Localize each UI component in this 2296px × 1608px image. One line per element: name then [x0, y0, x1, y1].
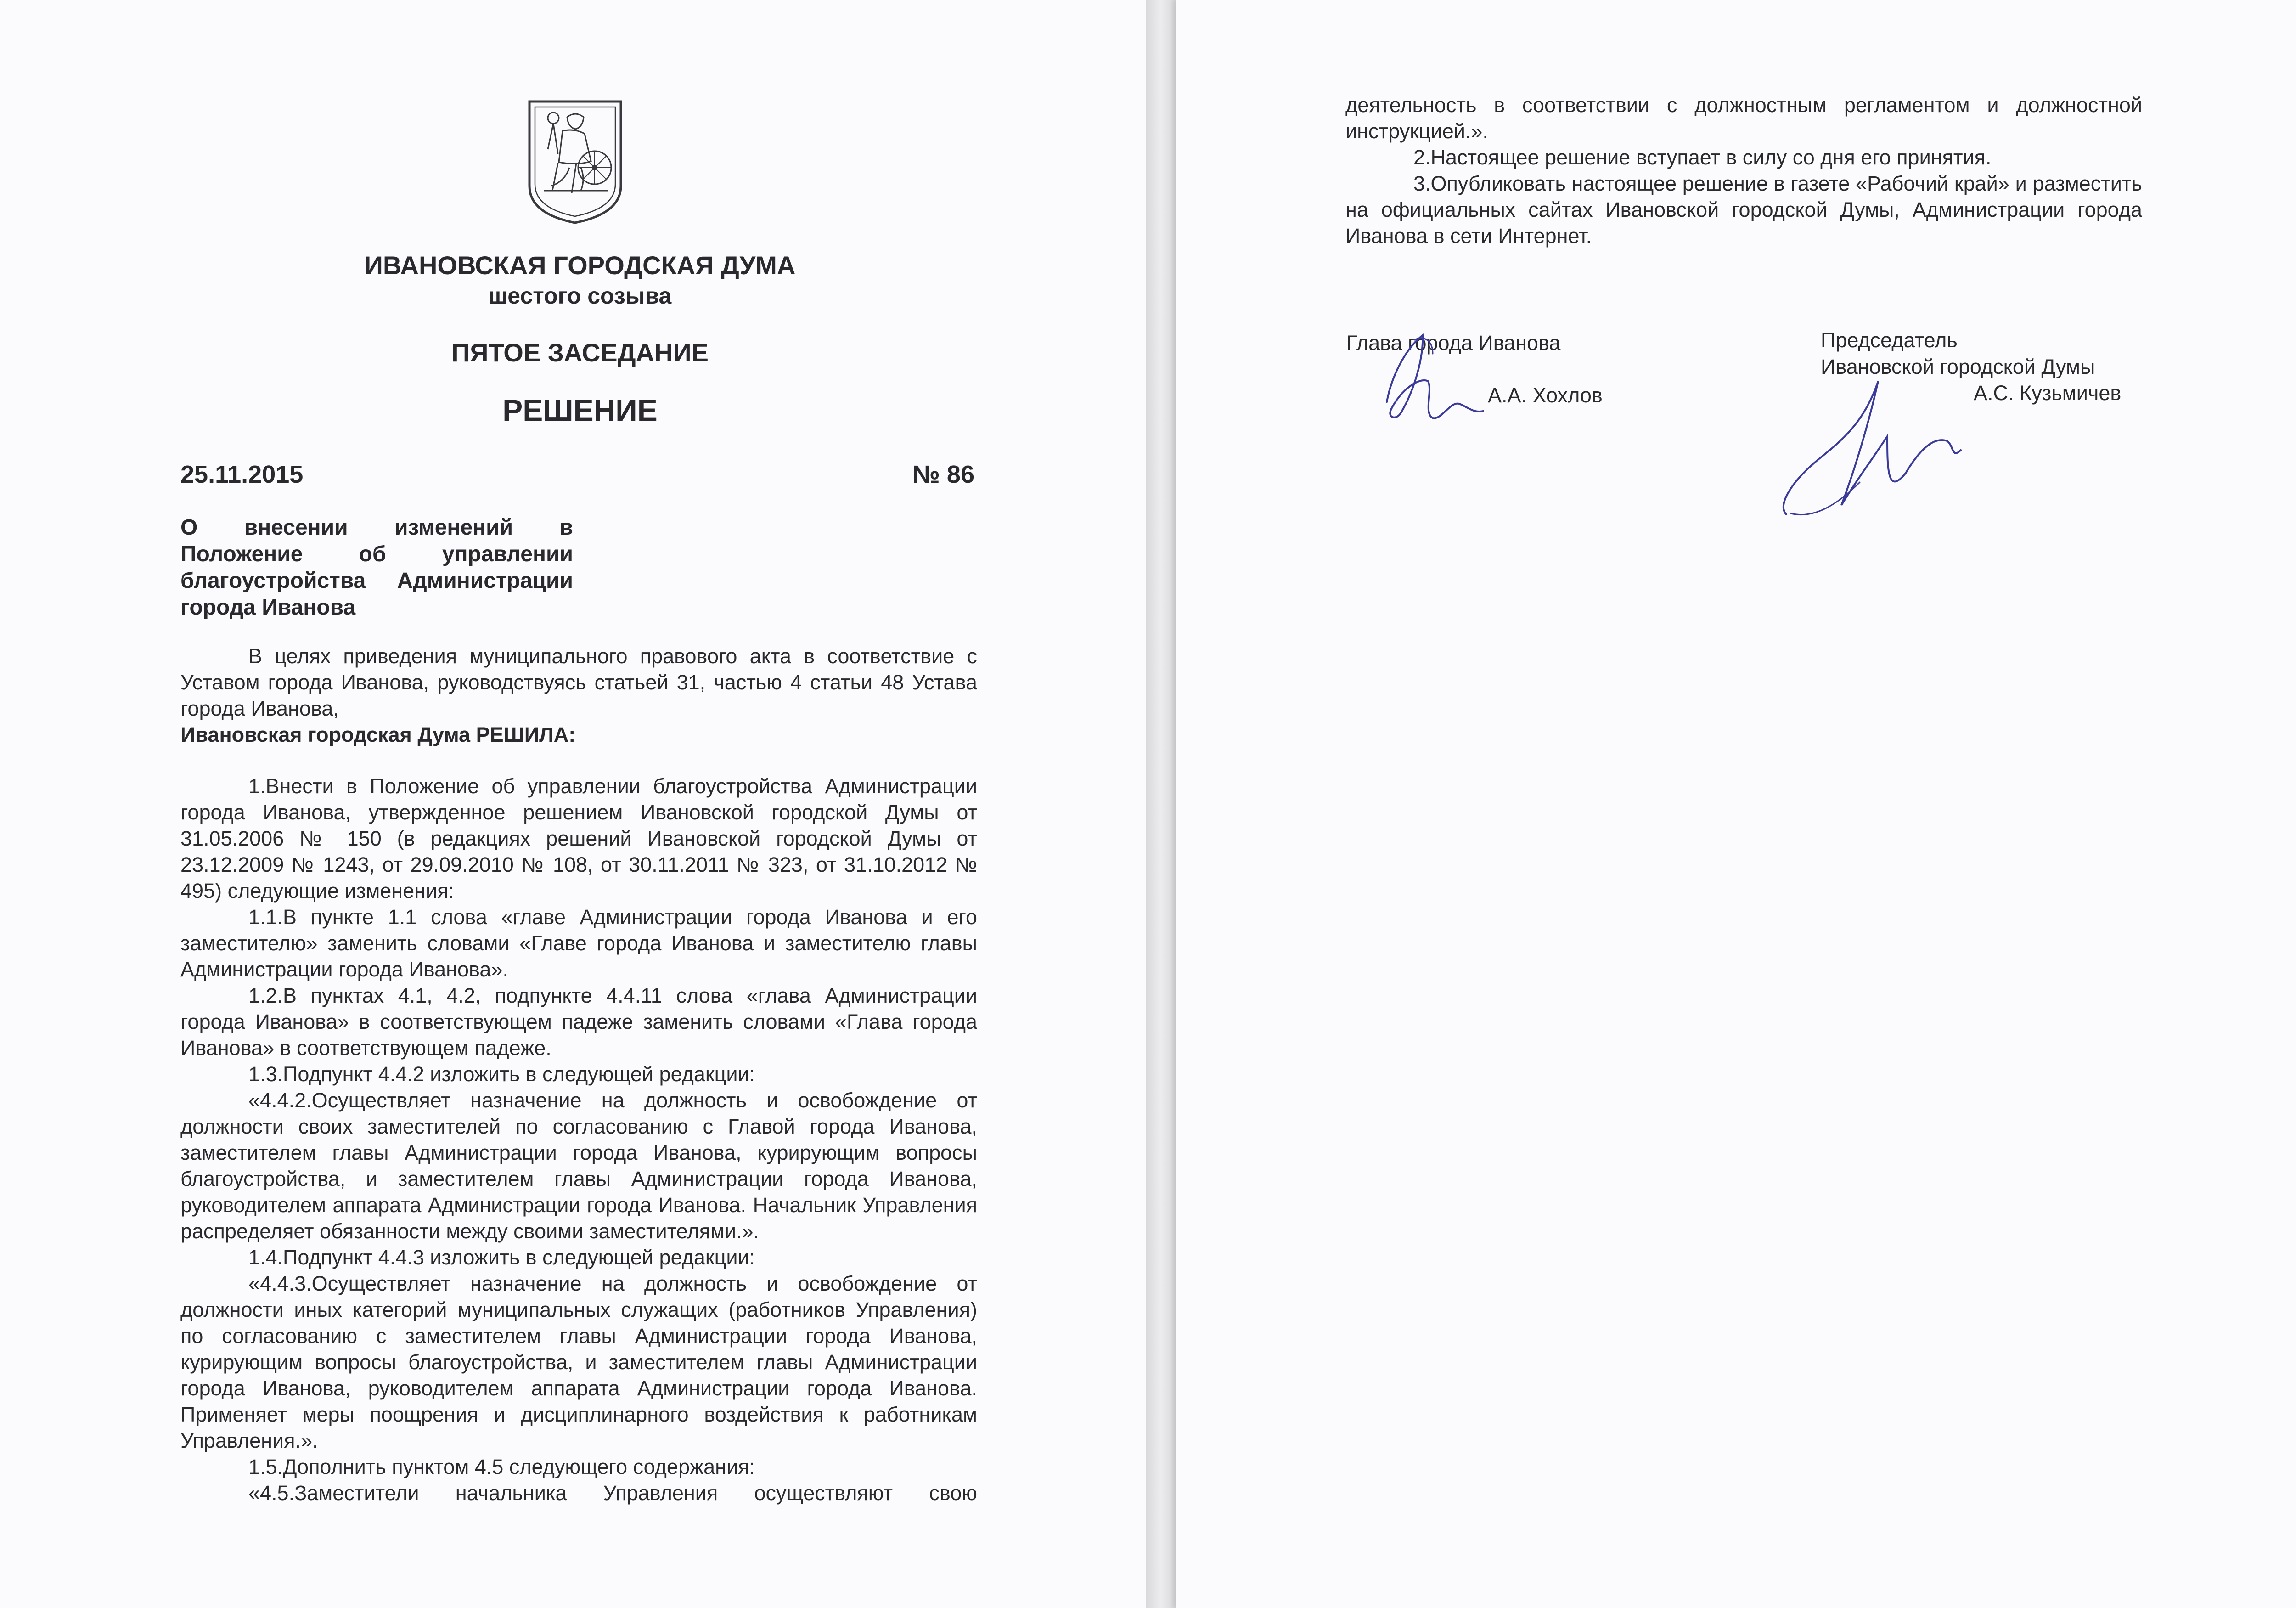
- mayor-title: Глава города Иванова: [1346, 331, 1561, 355]
- resolution-line: Ивановская городская Дума РЕШИЛА:: [180, 723, 576, 746]
- list-item: 1.4.Подпункт 4.4.3 изложить в следующей редакции:: [248, 1246, 755, 1269]
- list-item: 1.Внести в Положение об управлении благоустройства Администрации города Иванова, утвержденное решением Ивановской городской Думы от 31.05.2006 № 150 (в редакциях решений Ивановской городской Думы от 23.12.2009 № 1243, от 29.09.2010 № 108, от 30.11.2011 № 323, от 31.10.2012 № 495) следующие изменения:: [180, 774, 977, 903]
- list-item: 1.1.В пункте 1.1 слова «главе Администрации города Иванова и его заместителю» заменить словами «Главе города Иванова и заместителю главы Администрации города Иванова».: [180, 905, 977, 981]
- list-item: «4.5.Заместители начальника Управления осуществляют свою: [248, 1481, 977, 1505]
- session-title: ПЯТОЕ ЗАСЕДАНИЕ: [451, 338, 709, 367]
- chair-title-line2: Ивановской городской Думы: [1821, 355, 2095, 378]
- list-item: 1.2.В пунктах 4.1, 4.2, подпункте 4.4.11 слова «глава Администрации города Иванова» в соответствующем падеже заменить словами «Глава города Иванова» в соответствующем падеже.: [180, 984, 977, 1060]
- chair-signature-icon: [1773, 367, 1979, 524]
- duma-title: ИВАНОВСКАЯ ГОРОДСКАЯ ДУМА: [364, 251, 796, 280]
- list-item: 1.3.Подпункт 4.4.2 изложить в следующей редакции:: [248, 1062, 755, 1086]
- document-subject: О внесении изменений в Положение об управлении благоустройства Администрации города Иванова: [180, 515, 573, 620]
- continuation-text: [1345, 92, 2142, 249]
- list-item: 1.5.Дополнить пунктом 4.5 следующего содержания:: [248, 1455, 755, 1478]
- decision-items: [180, 773, 977, 1506]
- chair-title-line1: Председатель: [1821, 328, 1958, 352]
- list-item: «4.4.3.Осуществляет назначение на должность и освобождение от должности иных категорий муниципальных служащих (работников Управления) по согласованию с заместителем главы Администрации города Иванова, курирующим вопросы благоустройства, и заместителем главы Администрации города Иванова, руководителем аппарата Администрации города Иванова. Применяет меры поощрения и дисциплинарного воздействия к работникам Управления.».: [180, 1272, 977, 1452]
- list-item: «4.4.2.Осуществляет назначение на должность и освобождение от должности своих заместителей по согласованию с Главой города Иванова, заместителем главы Администрации города Иванова, курирующим вопросы благоустройства, и заместителем главы Администрации города Иванова, руководителем аппарата Администрации города Иванова. Начальник Управления распределяет обязанности между своими заместителями.».: [180, 1089, 977, 1243]
- document-number: № 86: [912, 461, 974, 488]
- mayor-signature-icon: [1368, 322, 1488, 436]
- intro-paragraph: [180, 643, 977, 748]
- chair-name: А.С. Кузьмичев: [1974, 381, 2122, 405]
- document-date: 25.11.2015: [180, 461, 304, 488]
- page-1: [0, 0, 1146, 1608]
- list-item: 2.Настоящее решение вступает в силу со дня его принятия.: [1413, 146, 1992, 169]
- list-item: 3.Опубликовать настоящее решение в газете «Рабочий край» и разместить на официальных сайтах Ивановской городской Думы, Администрации города Иванова в сети Интернет.: [1345, 172, 2142, 248]
- convocation: шестого созыва: [488, 283, 672, 309]
- intro-text: В целях приведения муниципального правового акта в соответствие с Уставом города Иванова, руководствуясь статьей 31, частью 4 статьи 48 Устава города Иванова,: [180, 644, 977, 720]
- page-gap: [1146, 0, 1176, 1608]
- mayor-name: А.А. Хохлов: [1488, 384, 1603, 407]
- coat-of-arms-icon: [526, 99, 625, 225]
- list-item: деятельность в соответствии с должностным регламентом и должностной инструкцией.».: [1345, 93, 2142, 143]
- document-type: РЕШЕНИЕ: [502, 393, 658, 427]
